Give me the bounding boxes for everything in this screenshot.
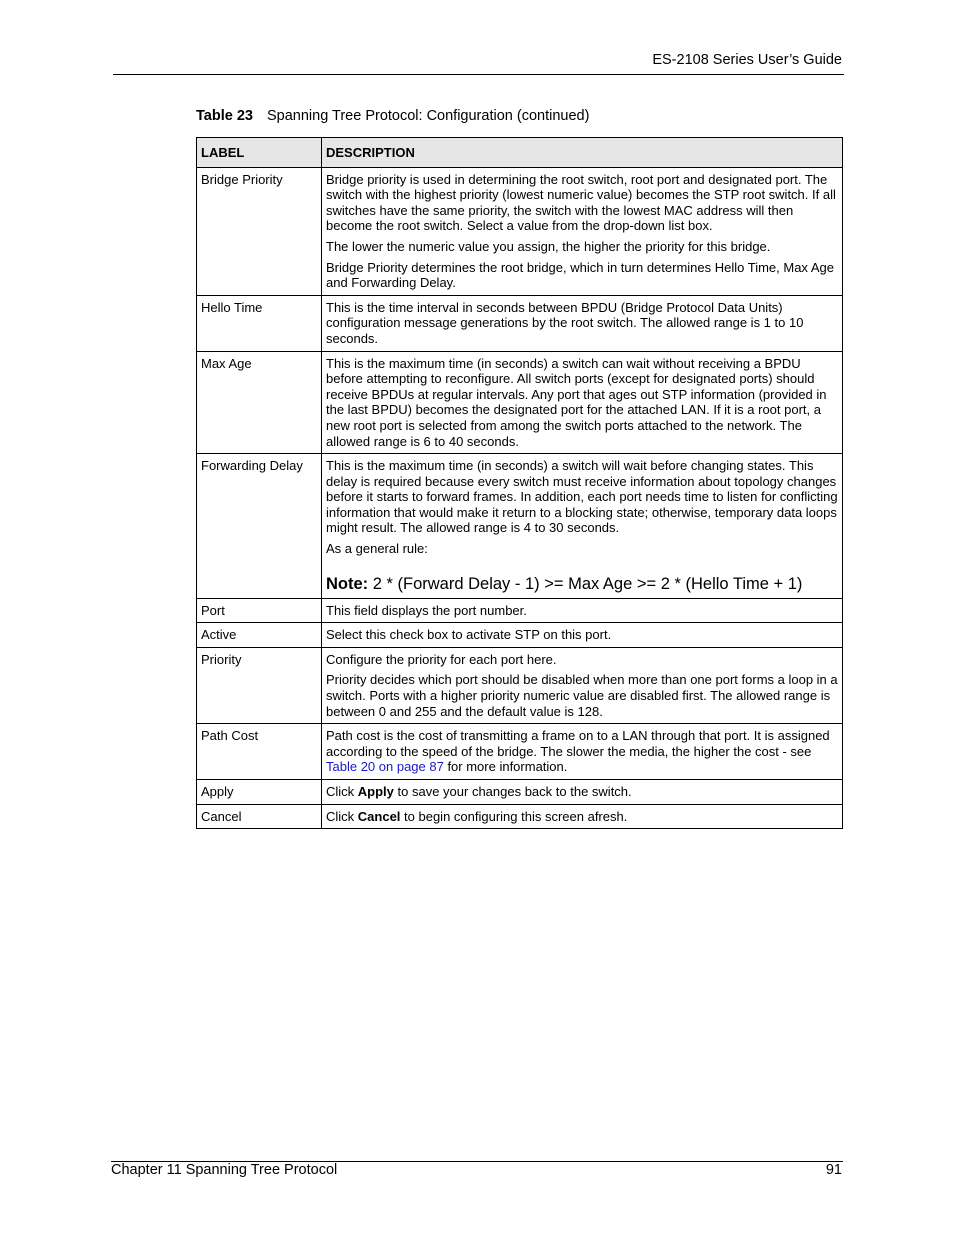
table-row [197,804,843,829]
description-text: to save your changes back to the switch. [393,784,632,799]
description-text: Click [326,784,358,799]
description-paragraph [326,728,838,775]
row-description [322,724,843,780]
note-text: 2 * (Forward Delay - 1) >= Max Age >= 2 * (Hello Time + 1) [368,574,803,593]
description-text: to begin configuring this screen afresh. [400,808,628,824]
row-description [322,351,843,454]
table-row [197,454,843,599]
row-description [322,623,843,648]
table-row [197,647,843,723]
row-label: Priority [197,647,322,723]
description-paragraph: Select this check box to activate STP on this port. [326,627,612,643]
table-row [197,598,843,623]
table-row [197,623,843,648]
row-label: Path Cost [197,724,322,780]
table-number: Table 23 [196,108,253,124]
note [326,575,838,594]
description-paragraph [326,784,838,800]
note-label: Note: [326,574,369,593]
row-description [322,804,843,829]
description-paragraph: This is the maximum time (in seconds) a switch will wait before changing states. This delay is required because every switch must receive information about topology changes before it starts to forward frames. In addition, each port needs time to listen for conflicting information that would make it return to a blocking state; otherwise, temporary data loops might result. The allowed range is 4 to 30 seconds. [326,458,838,536]
table-header-row [197,138,843,168]
header-divider [113,74,844,75]
description-paragraph: Bridge Priority determines the root bridge, which in turn determines Hello Time, Max Age and Forwarding Delay. [326,259,834,291]
table-row [197,167,843,295]
cancel-term: Cancel [357,808,401,824]
description-paragraph: As a general rule: [326,541,428,557]
description-paragraph [326,809,838,825]
apply-term: Apply [357,784,394,799]
table-row [197,780,843,805]
row-label: Hello Time [197,295,322,351]
row-description [322,167,843,295]
description-text: for more information. [443,759,568,775]
table-caption [196,108,589,124]
description-text: Path cost is the cost of transmitting a frame on to a LAN through that port. It is assigned according to the speed of the bridge. The slower the media, the higher the cost - see [326,728,830,759]
table-row [197,295,843,351]
row-label: Cancel [197,804,322,829]
row-description [322,295,843,351]
row-description [322,780,843,805]
description-paragraph: The lower the numeric value you assign, the higher the priority for this bridge. [326,238,771,254]
stp-configuration-table [196,137,843,829]
row-description [322,647,843,723]
description-paragraph: Priority decides which port should be disabled when more than one port forms a loop in a switch. Ports with a higher priority numeric value are disabled first. The allowed range is between 0 and 255 and the default value is 128. [326,672,838,719]
label-column-header: LABEL [197,138,322,168]
description-paragraph: Configure the priority for each port here. [326,651,557,667]
row-label: Port [197,598,322,623]
row-label: Forwarding Delay [197,454,322,599]
description-column-header: DESCRIPTION [322,138,843,168]
description-paragraph: This field displays the port number. [326,602,527,618]
page-number: 91 [825,1162,842,1178]
description-paragraph: Bridge priority is used in determining the root switch, root port and designated port. The switch with the highest priority (lowest numeric value) becomes the STP root switch. If all switches have the same priority, the switch with the lowest MAC address will then become the root switch. Select a value from the drop-down list box. [326,171,836,234]
description-text: Click [326,808,358,824]
guide-title: ES-2108 Series User’s Guide [652,52,842,68]
row-description [322,598,843,623]
row-label: Apply [197,780,322,805]
table-row [197,724,843,780]
footer-chapter: Chapter 11 Spanning Tree Protocol [111,1162,338,1178]
table-title: Spanning Tree Protocol: Configuration (continued) [266,108,590,124]
row-label: Active [197,623,322,648]
table-20-link[interactable]: Table 20 on page 87 [326,759,444,775]
row-label: Max Age [197,351,322,454]
description-paragraph: This is the time interval in seconds between BPDU (Bridge Protocol Data Units) configuration message generations by the root switch. The allowed range is 1 to 10 seconds. [326,299,804,346]
row-description [322,454,843,599]
table-row [197,351,843,454]
row-label: Bridge Priority [197,167,322,295]
description-paragraph: This is the maximum time (in seconds) a switch can wait without receiving a BPDU before attempting to reconfigure. All switch ports (except for designated ports) should receive BPDUs at regular intervals. Any port that ages out STP information (provided in the last BPDU) becomes the designated port for the attached LAN. If it is a root port, a new root port is selected from among the switch ports attached to the network. The allowed range is 6 to 40 seconds. [326,355,827,449]
